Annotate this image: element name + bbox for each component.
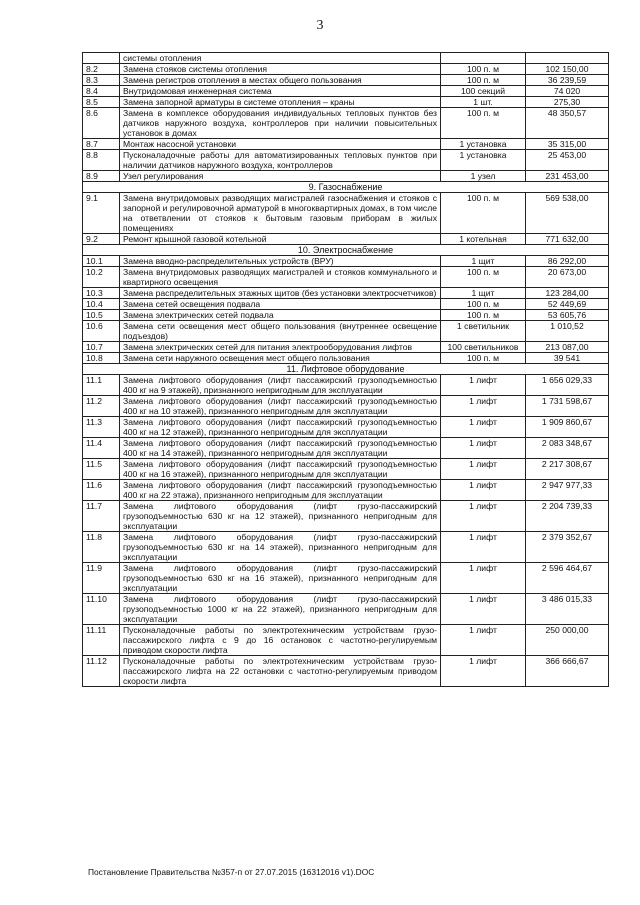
row-amount: 3 486 015,33 [526, 594, 609, 625]
row-amount: 102 150,00 [526, 64, 609, 75]
row-description: Пусконаладочные работы по электротехническим устройствам грузо-пассажирского лифта на 22 остановки с частотно-регулируемым приводом скорости лифта [120, 656, 441, 687]
table-row [83, 353, 609, 364]
row-description: Пусконаладочные работы по электротехническим устройствам грузо-пассажирского лифта с 9 до 16 остановок с частотно-регулируемым приводом скорости лифта [120, 625, 441, 656]
row-description: Замена сетей освещения подвала [120, 299, 441, 310]
row-number: 8.9 [83, 171, 120, 182]
row-unit: 100 светильников [441, 342, 526, 353]
row-amount: 2 083 348,67 [526, 438, 609, 459]
row-amount: 74 020 [526, 86, 609, 97]
row-number: 8.3 [83, 75, 120, 86]
row-amount: 52 449,69 [526, 299, 609, 310]
table-row [83, 656, 609, 687]
row-amount: 213 087,00 [526, 342, 609, 353]
table-row [83, 64, 609, 75]
row-description: Замена запорной арматуры в системе отопления – краны [120, 97, 441, 108]
row-description: Замена лифтового оборудования (лифт пассажирский грузоподъемностью 400 кг на 16 этажей), признанного непригодным для эксплуатации [120, 459, 441, 480]
row-unit: 1 лифт [441, 594, 526, 625]
table-row [83, 375, 609, 396]
row-number: 11.11 [83, 625, 120, 656]
row-number: 8.6 [83, 108, 120, 139]
row-unit: 1 лифт [441, 438, 526, 459]
row-unit: 1 светильник [441, 321, 526, 342]
row-unit: 1 лифт [441, 459, 526, 480]
row-description: Внутридомовая инженерная система [120, 86, 441, 97]
row-amount: 366 666,67 [526, 656, 609, 687]
row-amount: 2 204 739,33 [526, 501, 609, 532]
row-number: 11.2 [83, 396, 120, 417]
row-amount: 123 284,00 [526, 288, 609, 299]
row-number: 11.1 [83, 375, 120, 396]
table-body [83, 53, 609, 687]
table-row [83, 139, 609, 150]
row-description: Узел регулирования [120, 171, 441, 182]
row-amount [526, 53, 609, 64]
row-number: 11.6 [83, 480, 120, 501]
row-amount: 39 541 [526, 353, 609, 364]
row-amount: 20 673,00 [526, 267, 609, 288]
row-description: Замена в комплексе оборудования индивидуальных тепловых пунктов без датчиков наружного воздуха, контроллеров при наличии повысительных установок в домах [120, 108, 441, 139]
row-unit: 1 лифт [441, 480, 526, 501]
row-number: 8.8 [83, 150, 120, 171]
table-row [83, 150, 609, 171]
table-row [83, 299, 609, 310]
row-description: Пусконаладочные работы для автоматизированных тепловых пунктов при наличии датчиков наружного воздуха, контроллеров [120, 150, 441, 171]
row-amount: 48 350,57 [526, 108, 609, 139]
document-footer: Постановление Правительства №357-п от 27.07.2015 (16312016 v1).DOC [88, 867, 375, 877]
row-amount: 1 656 029,33 [526, 375, 609, 396]
row-unit: 1 узел [441, 171, 526, 182]
table-row [83, 108, 609, 139]
row-description: Замена лифтового оборудования (лифт грузо-пассажирский грузоподъемностью 630 кг на 12 этажей), признанного непригодным для эксплуатации [120, 501, 441, 532]
row-description: Замена стояков системы отопления [120, 64, 441, 75]
row-number: 10.6 [83, 321, 120, 342]
row-number: 10.7 [83, 342, 120, 353]
row-amount: 771 632,00 [526, 234, 609, 245]
row-number: 8.7 [83, 139, 120, 150]
row-unit: 1 лифт [441, 625, 526, 656]
row-amount: 2 379 352,67 [526, 532, 609, 563]
row-amount: 36 239,59 [526, 75, 609, 86]
row-number: 11.9 [83, 563, 120, 594]
row-description: Замена лифтового оборудования (лифт пассажирский грузоподъемностью 400 кг на 9 этажей), признанного непригодным для эксплуатации [120, 375, 441, 396]
row-unit: 100 секций [441, 86, 526, 97]
row-description: Замена сети наружного освещения мест общего пользования [120, 353, 441, 364]
row-number: 8.5 [83, 97, 120, 108]
row-unit: 100 п. м [441, 75, 526, 86]
table-row [83, 234, 609, 245]
table-row [83, 480, 609, 501]
row-unit: 1 шт. [441, 97, 526, 108]
table-row [83, 459, 609, 480]
row-description: Замена электрических сетей подвала [120, 310, 441, 321]
row-unit: 1 лифт [441, 501, 526, 532]
row-unit: 1 котельная [441, 234, 526, 245]
table-row [83, 417, 609, 438]
row-description: Замена лифтового оборудования (лифт пассажирский грузоподъемностью 400 кг на 14 этажей), признанного непригодным для эксплуатации [120, 438, 441, 459]
row-description: Замена внутридомовых разводящих магистралей газоснабжения и стояков с запорной и регулировочной арматурой в многоквартирных домах, в том числе на ответвлении от стояков к бытовым газовым приборам в жилых помещениях [120, 193, 441, 234]
row-amount: 2 217 308,67 [526, 459, 609, 480]
row-number: 8.2 [83, 64, 120, 75]
row-number: 10.8 [83, 353, 120, 364]
row-number: 10.4 [83, 299, 120, 310]
table-row [83, 532, 609, 563]
row-unit: 1 щит [441, 256, 526, 267]
row-unit: 1 щит [441, 288, 526, 299]
row-amount: 1 010,52 [526, 321, 609, 342]
row-amount: 2 947 977,33 [526, 480, 609, 501]
page-number: 3 [316, 18, 324, 33]
table-row [83, 256, 609, 267]
section-title: 10. Электроснабжение [83, 245, 609, 256]
row-number: 11.8 [83, 532, 120, 563]
row-unit: 1 установка [441, 139, 526, 150]
row-unit: 1 лифт [441, 396, 526, 417]
row-unit: 100 п. м [441, 267, 526, 288]
table-row [83, 501, 609, 532]
row-unit: 100 п. м [441, 108, 526, 139]
row-number: 8.4 [83, 86, 120, 97]
row-number: 11.5 [83, 459, 120, 480]
row-description: Замена вводно-распределительных устройств (ВРУ) [120, 256, 441, 267]
row-number: 10.2 [83, 267, 120, 288]
row-number: 9.2 [83, 234, 120, 245]
row-amount: 275,30 [526, 97, 609, 108]
row-description: Замена лифтового оборудования (лифт пассажирский грузоподъемностью 400 кг на 10 этажей), признанного непригодным для эксплуатации [120, 396, 441, 417]
table-row [83, 97, 609, 108]
row-number [83, 53, 120, 64]
row-unit: 1 лифт [441, 563, 526, 594]
row-number: 11.10 [83, 594, 120, 625]
row-description: Замена лифтового оборудования (лифт пассажирский грузоподъемностью 400 кг на 12 этажей), признанного непригодным для эксплуатации [120, 417, 441, 438]
table-row [83, 438, 609, 459]
table-row [83, 267, 609, 288]
section-title: 9. Газоснабжение [83, 182, 609, 193]
table-row [83, 310, 609, 321]
row-amount: 2 596 464,67 [526, 563, 609, 594]
row-description: Замена внутридомовых разводящих магистралей и стояков коммунального и квартирного освещения [120, 267, 441, 288]
row-amount: 1 731 598,67 [526, 396, 609, 417]
table-row [83, 75, 609, 86]
row-description: Замена лифтового оборудования (лифт грузо-пассажирский грузоподъемностью 630 кг на 14 этажей), признанного непригодным для эксплуатации [120, 532, 441, 563]
table-row [83, 342, 609, 353]
row-number: 10.5 [83, 310, 120, 321]
section-header-row [83, 364, 609, 375]
row-unit: 1 лифт [441, 532, 526, 563]
row-unit [441, 53, 526, 64]
row-amount: 86 292,00 [526, 256, 609, 267]
table-row [83, 625, 609, 656]
table-row [83, 594, 609, 625]
section-header-row [83, 245, 609, 256]
row-unit: 100 п. м [441, 353, 526, 364]
row-unit: 100 п. м [441, 64, 526, 75]
row-amount: 250 000,00 [526, 625, 609, 656]
row-unit: 1 лифт [441, 656, 526, 687]
table-row [83, 171, 609, 182]
table-row [83, 193, 609, 234]
table-row [83, 563, 609, 594]
row-number: 10.1 [83, 256, 120, 267]
row-amount: 35 315,00 [526, 139, 609, 150]
section-title: 11. Лифтовое оборудование [83, 364, 609, 375]
row-number: 11.4 [83, 438, 120, 459]
row-description: Замена лифтового оборудования (лифт грузо-пассажирский грузоподъемностью 1000 кг на 22 этажей), признанного непригодным для эксплуатации [120, 594, 441, 625]
row-amount: 569 538,00 [526, 193, 609, 234]
row-description: системы отопления [120, 53, 441, 64]
row-unit: 1 лифт [441, 375, 526, 396]
table-row [83, 86, 609, 97]
row-description: Ремонт крышной газовой котельной [120, 234, 441, 245]
row-unit: 1 установка [441, 150, 526, 171]
table-row [83, 396, 609, 417]
row-number: 11.3 [83, 417, 120, 438]
section-header-row [83, 182, 609, 193]
row-number: 11.7 [83, 501, 120, 532]
works-cost-table [82, 52, 609, 687]
row-description: Замена электрических сетей для питания электрооборудования лифтов [120, 342, 441, 353]
row-amount: 53 605,76 [526, 310, 609, 321]
row-description: Замена лифтового оборудования (лифт пассажирский грузоподъемностью 400 кг на 22 этажа), признанного непригодным для эксплуатации [120, 480, 441, 501]
row-number: 10.3 [83, 288, 120, 299]
row-description: Замена распределительных этажных щитов (без установки электросчетчиков) [120, 288, 441, 299]
row-description: Замена лифтового оборудования (лифт грузо-пассажирский грузоподъемностью 630 кг на 16 этажей), признанного непригодным для эксплуатации [120, 563, 441, 594]
row-amount: 231 453,00 [526, 171, 609, 182]
table-row [83, 288, 609, 299]
row-description: Замена регистров отопления в местах общего пользования [120, 75, 441, 86]
row-unit: 100 п. м [441, 299, 526, 310]
row-description: Монтаж насосной установки [120, 139, 441, 150]
row-unit: 1 лифт [441, 417, 526, 438]
row-amount: 25 453,00 [526, 150, 609, 171]
row-number: 11.12 [83, 656, 120, 687]
table-row [83, 321, 609, 342]
row-amount: 1 909 860,67 [526, 417, 609, 438]
row-unit: 100 п. м [441, 310, 526, 321]
table-row [83, 53, 609, 64]
row-description: Замена сети освещения мест общего пользования (внутреннее освещение подъездов) [120, 321, 441, 342]
row-unit: 100 п. м [441, 193, 526, 234]
row-number: 9.1 [83, 193, 120, 234]
